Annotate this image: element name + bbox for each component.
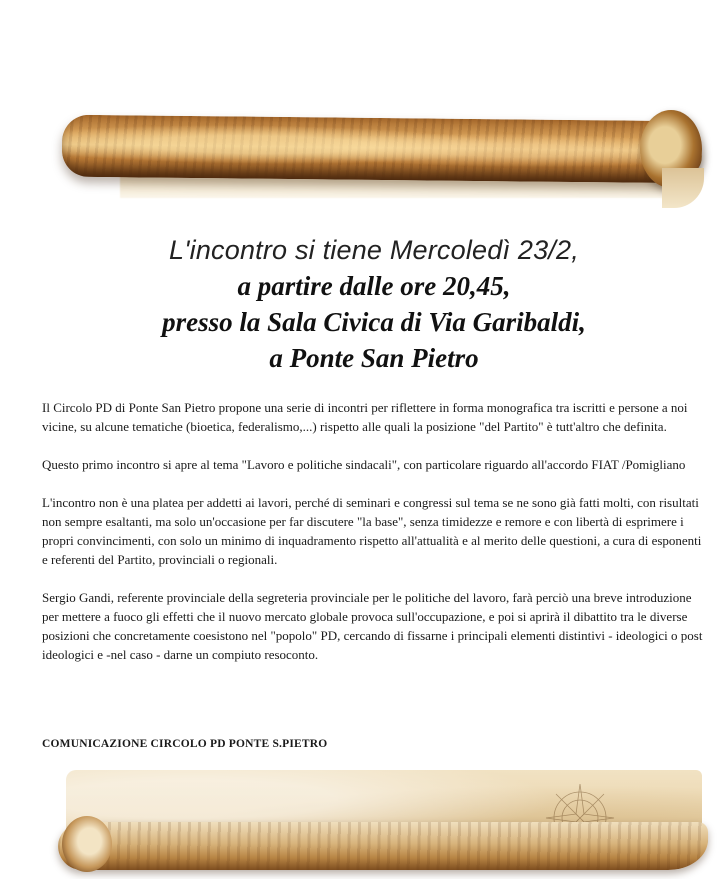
parchment-bottom-roll	[58, 822, 708, 870]
paragraph-format: L'incontro non è una platea per addetti ai lavori, perché di seminari e congressi sul tema se ne sono già fatti molti, con risultati non sempre esaltanti, ma solo un'occasione per far discutere "la base", senza timidezze e remore e con libertà di esprimere i propri convincimenti, con solo un minimo di inquadramento rispetto all'attualità e al merito delle questioni, a cura di esponenti e referenti del Partito, provinciali o regionali.	[42, 495, 702, 567]
parchment-scroll-top	[0, 0, 721, 220]
event-headline	[40, 232, 708, 376]
parchment-top-roll	[62, 115, 703, 184]
announcement-body	[42, 398, 706, 683]
headline-date: L'incontro si tiene Mercoledì 23/2,	[169, 235, 579, 265]
parchment-top-curl	[662, 168, 704, 208]
paragraph-topic: Questo primo incontro si apre al tema "Lavoro e politiche sindacali", con particolare riguardo all'accordo FIAT /Pomigliano	[42, 457, 686, 472]
headline-town: a Ponte San Pietro	[269, 343, 479, 373]
headline-time: a partire dalle ore 20,45,	[237, 271, 511, 301]
headline-venue: presso la Sala Civica di Via Garibaldi,	[162, 307, 586, 337]
paragraph-intro: Il Circolo PD di Ponte San Pietro propone una serie di incontri per riflettere in forma monografica tra iscritti e persone a noi vicine, su alcune tematiche (bioetica, federalismo,...) rispetto alle quali la posizione "del Partito" è tutt'altro che definita.	[42, 400, 688, 434]
signature: COMUNICAZIONE CIRCOLO PD PONTE S.PIETRO	[42, 738, 328, 750]
parchment-bottom-curl	[62, 816, 112, 872]
paragraph-speaker: Sergio Gandi, referente provinciale della segreteria provinciale per le politiche del lavoro, farà perciò una breve introduzione per mettere a fuoco gli effetti che il nuovo mercato globale provoca sull'occupazione, e poi si aprirà il dibattito tra le diverse posizioni che concretamente coesistono nel "popolo" PD, cercando di fissarne i principali elementi distintivi - ideologici o post ideologici e -nel caso - darne un compiuto resoconto.	[42, 590, 703, 662]
